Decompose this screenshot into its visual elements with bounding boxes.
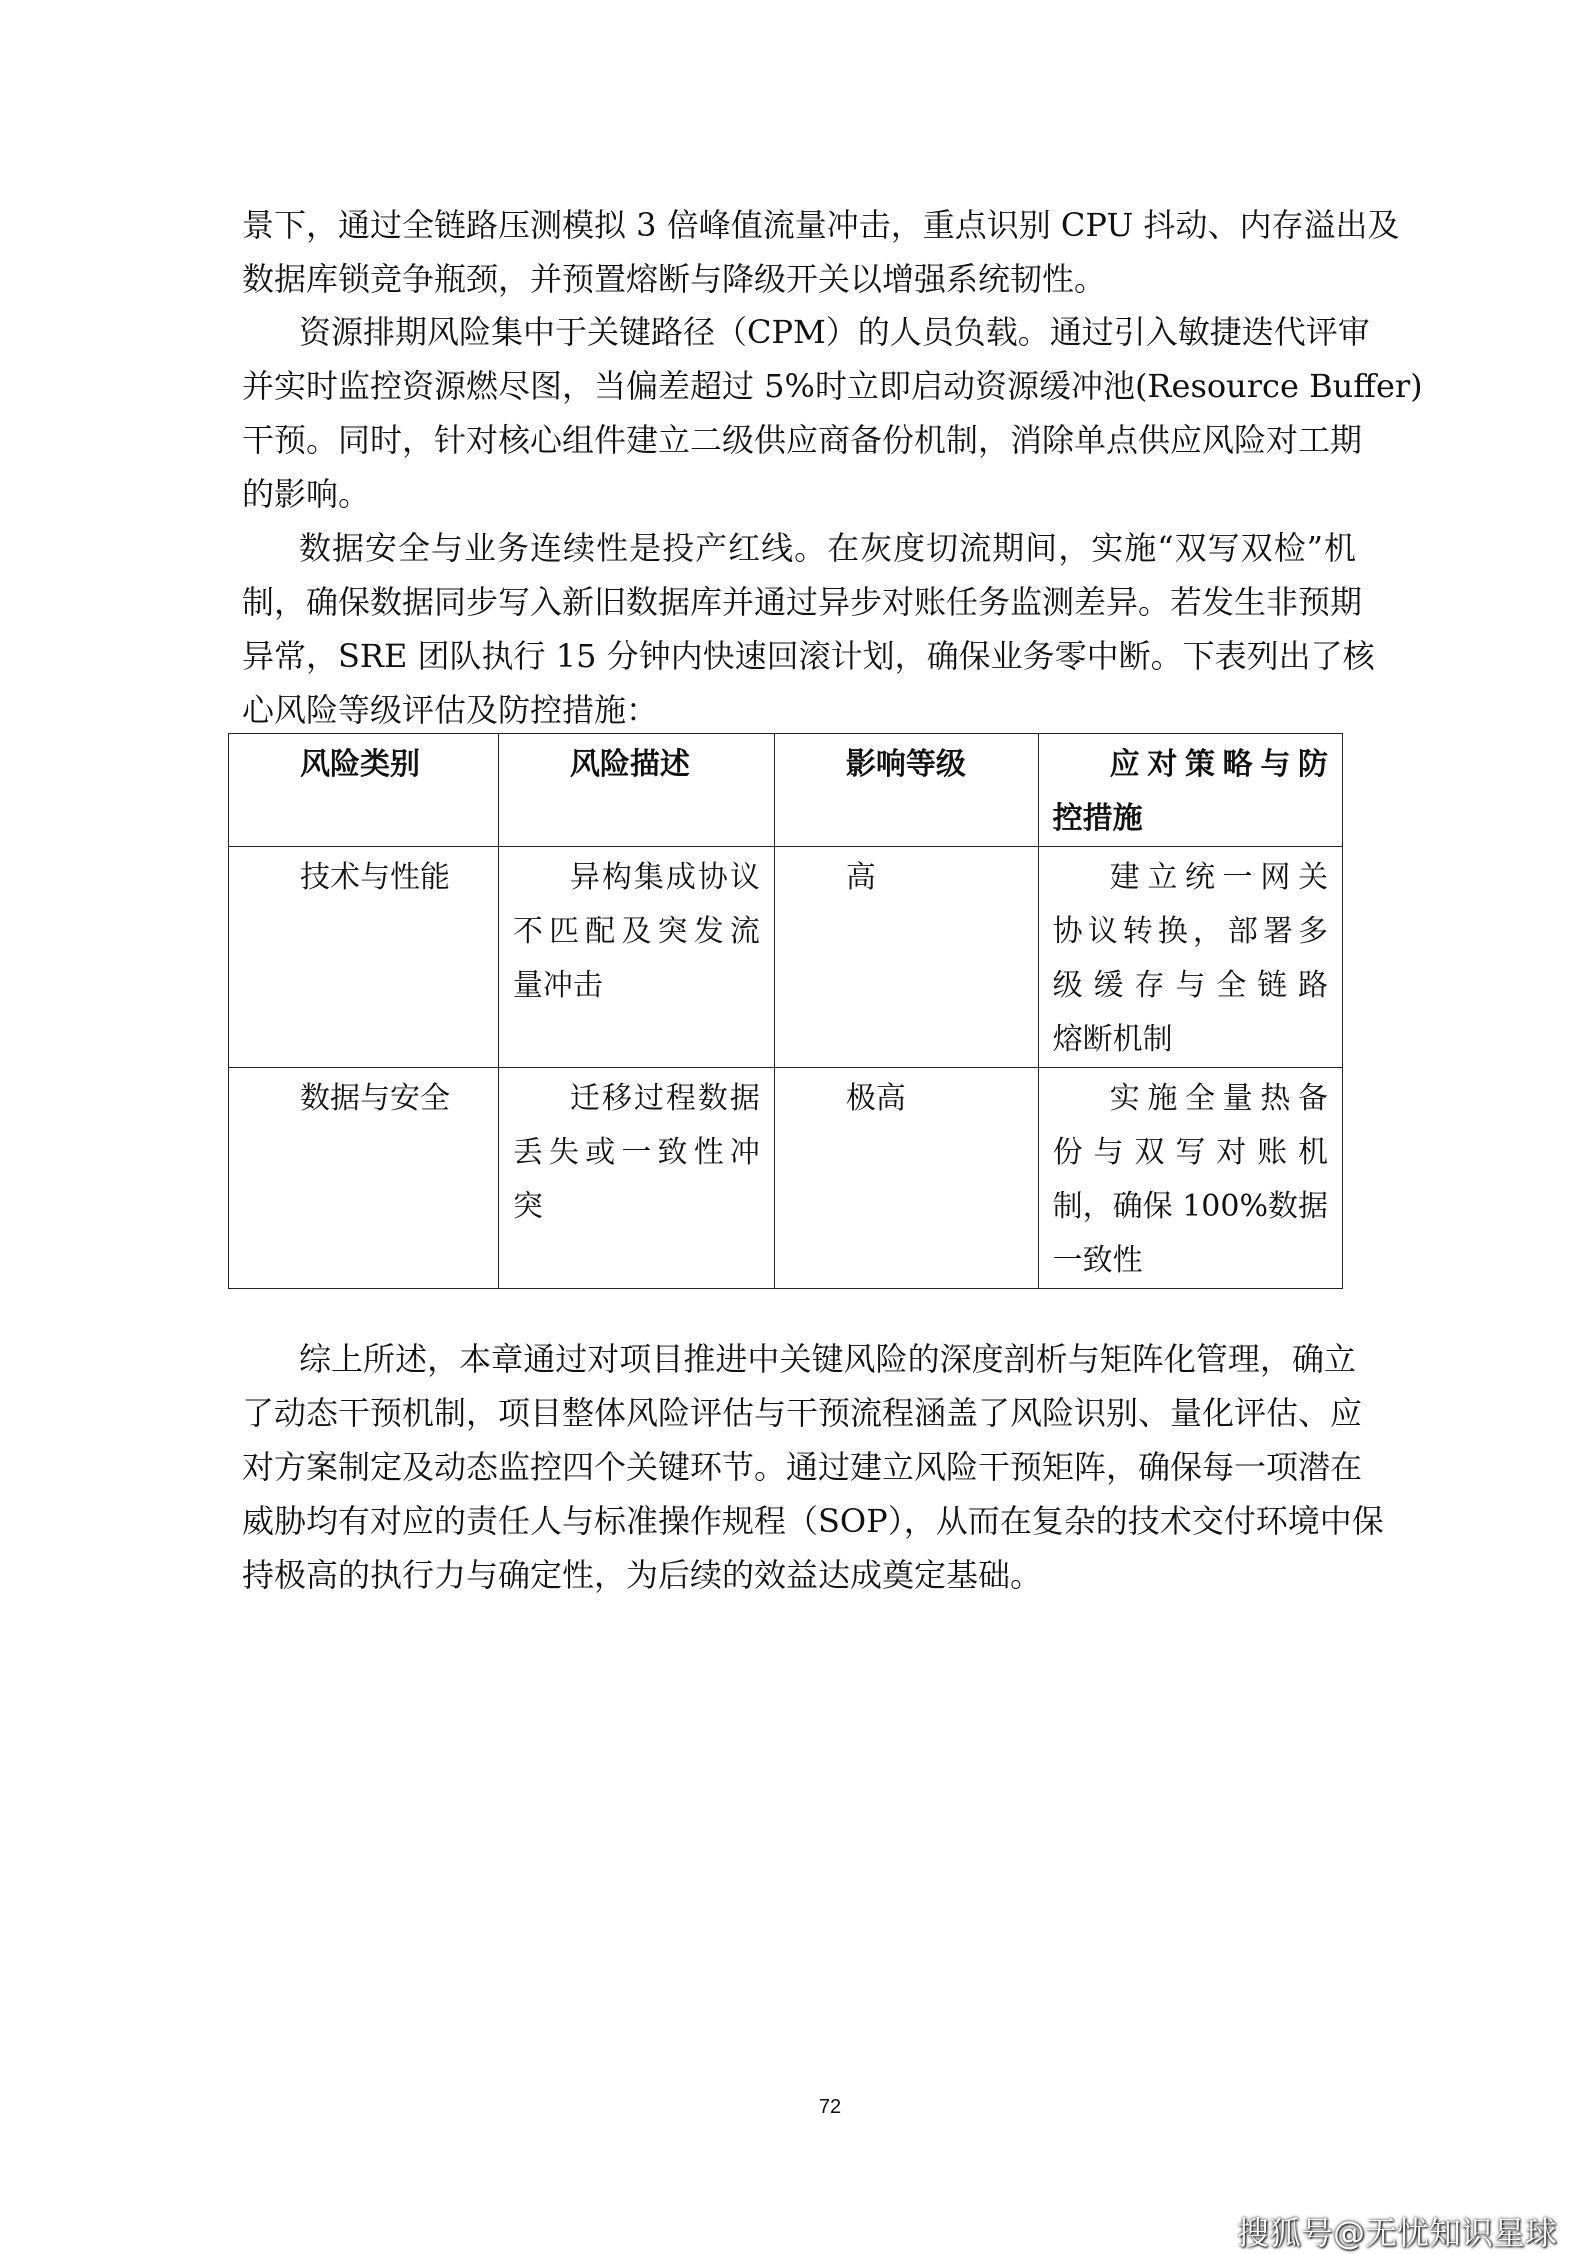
text-line: 并实时监控资源燃尽图，当偏差超过 5%时立即启动资源缓冲池(Resource Buffer) [242,367,1423,405]
text-line: 了动态干预机制，项目整体风险评估与干预流程涵盖了风险识别、量化评估、应 [242,1394,1363,1432]
text-line: 的影响。 [242,475,371,513]
text-line: 综上所述，本章通过对项目推进中关键风险的深度剖析与矩阵化管理，确立 [299,1340,1356,1378]
cell-line: 级缓存与全链路 [1052,968,1328,1003]
cell-impact [774,847,1038,1068]
header-cell-category [229,734,499,847]
cell-line: 熔断机制 [1052,1022,1173,1057]
cell-line: 一致性 [1052,1243,1143,1278]
cell-impact [774,1068,1038,1289]
cell-line: 影响等级 [845,747,966,782]
cell-line: 不匹配及突发流 [512,914,760,949]
cell-description [498,847,774,1068]
paragraph-summary [242,1332,1384,1602]
text-line: 数据安全与业务连续性是投产红线。在灰度切流期间，实施“双写双检”机 [299,529,1356,567]
cell-line: 风险描述 [569,747,690,782]
table-header-row [229,734,1343,847]
paragraph-resource-risk [242,305,1423,521]
table-row [229,847,1343,1068]
text-line: 干预。同时，针对核心组件建立二级供应商备份机制，消除单点供应风险对工期 [242,421,1363,459]
text-line: 对方案制定及动态监控四个关键环节。通过建立风险干预矩阵，确保每一项潜在 [242,1448,1363,1486]
text-line: 制，确保数据同步写入新旧数据库并通过异步对账任务监测差异。若发生非预期 [242,583,1363,621]
cell-line: 突 [512,1189,543,1224]
cell-line: 协议转换，部署多 [1052,914,1328,949]
cell-line: 迁移过程数据 [569,1081,760,1116]
text-line: 异常，SRE 团队执行 15 分钟内快速回滚计划，确保业务零中断。下表列出了核 [242,637,1375,675]
header-cell-description [498,734,774,847]
paragraph-continuation [242,198,1400,306]
cell-line: 技术与性能 [300,860,450,895]
cell-line: 应对策略与防 [1109,747,1328,782]
header-cell-impact [774,734,1038,847]
cell-category [229,1068,499,1289]
paragraph-data-security [242,521,1375,737]
cell-strategy [1038,1068,1342,1289]
cell-line: 量冲击 [512,968,603,1003]
cell-line: 份与双写对账机 [1052,1135,1328,1170]
cell-line: 风险类别 [300,747,420,782]
text-line: 数据库锁竞争瓶颈，并预置熔断与降级开关以增强系统韧性。 [242,260,1107,298]
cell-line: 实施全量热备 [1109,1081,1328,1116]
cell-line: 数据与安全 [300,1081,450,1116]
watermark: 搜狐号@无忧知识星球 [1236,2214,1557,2252]
cell-strategy [1038,847,1342,1068]
cell-line: 丢失或一致性冲 [512,1135,760,1170]
header-cell-strategy [1038,734,1342,847]
table-row [229,1068,1343,1289]
risk-table [228,733,1343,1289]
text-line: 心风险等级评估及防控措施： [242,691,659,729]
cell-line: 制，确保 100%数据 [1052,1189,1328,1224]
cell-line: 控措施 [1052,801,1143,836]
text-line: 威胁均有对应的责任人与标准操作规程（SOP），从而在复杂的技术交付环境中保 [242,1502,1384,1540]
text-line: 资源排期风险集中于关键路径（CPM）的人员负载。通过引入敏捷迭代评审 [299,313,1370,351]
cell-line: 异构集成协议 [569,860,760,895]
page-number: 72 [818,2096,842,2118]
cell-description [498,1068,774,1289]
cell-line: 极高 [845,1081,906,1116]
cell-category [229,847,499,1068]
cell-line: 高 [845,860,876,895]
cell-line: 建立统一网关 [1109,860,1328,895]
text-line: 持极高的执行力与确定性，为后续的效益达成奠定基础。 [242,1556,1043,1594]
text-line: 景下，通过全链路压测模拟 3 倍峰值流量冲击，重点识别 CPU 抖动、内存溢出及 [242,206,1400,244]
